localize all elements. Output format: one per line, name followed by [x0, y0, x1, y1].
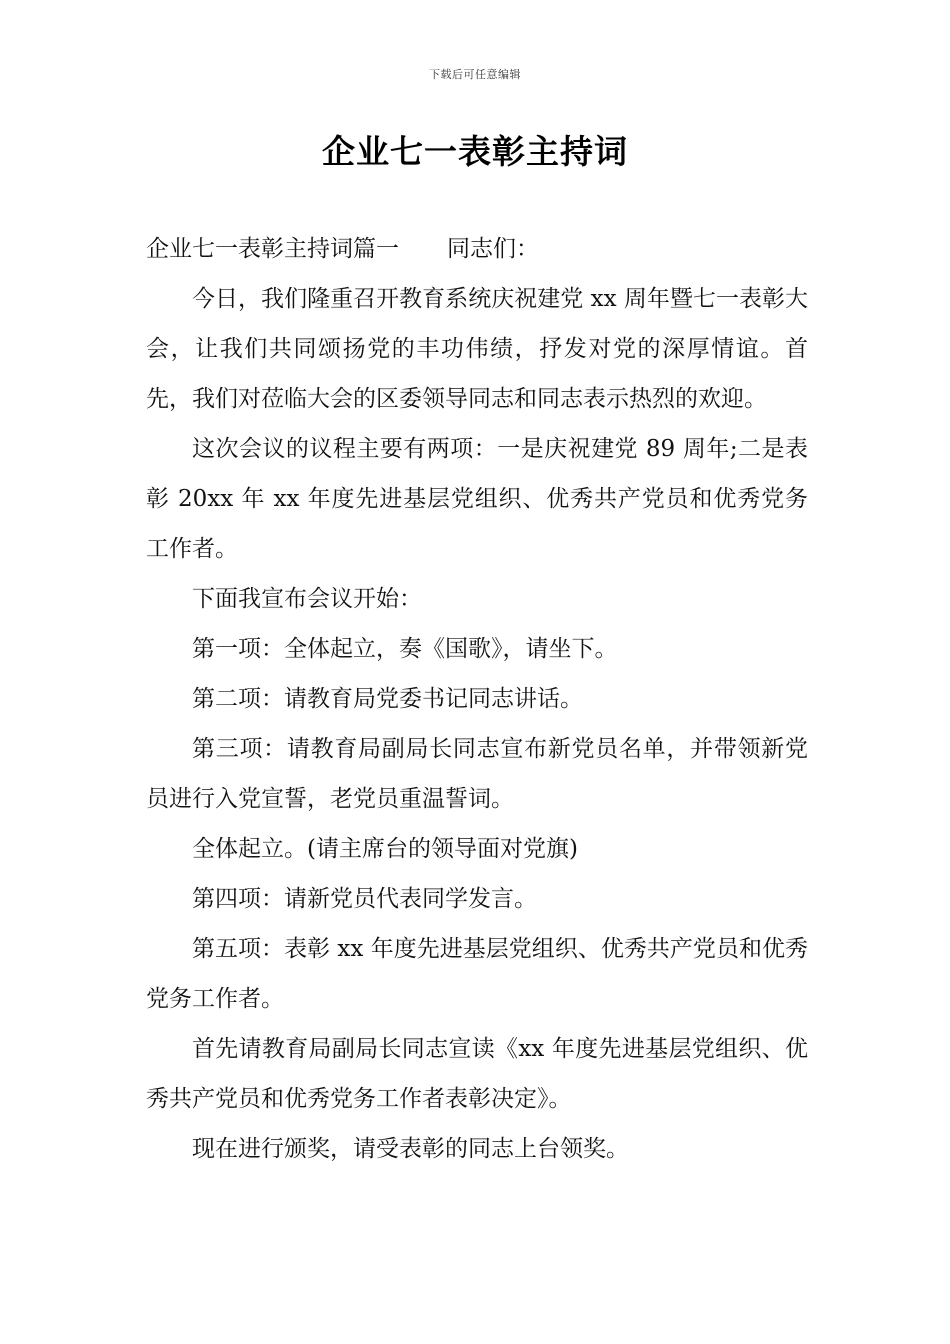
paragraph-item-4: 第四项：请新党员代表同学发言。: [192, 886, 537, 912]
intro-line: [146, 224, 808, 274]
paragraph-item-5: 第五项：表彰 xx 年度先进基层党组织、优秀共产党员和优秀党务工作者。: [146, 936, 808, 1012]
header-note: 下载后可任意编辑: [429, 68, 521, 81]
paragraph-read-decision: 首先请教育局副局长同志宣读《xx 年度先进基层党组织、优秀共产党员和优秀党务工作者表彰决定》。: [146, 1036, 808, 1112]
paragraph-opening: 今日，我们隆重召开教育系统庆祝建党 xx 周年暨七一表彰大会，让我们共同颂扬党的丰功伟绩，抒发对党的深厚情谊。首先，我们对莅临大会的区委领导同志和同志表示热烈的欢迎。: [146, 286, 808, 412]
document-body: [146, 224, 808, 1174]
paragraph-announce-start: 下面我宣布会议开始：: [192, 586, 422, 612]
paragraph-item-2: 第二项：请教育局党委书记同志讲话。: [192, 686, 583, 712]
paragraph-item-3: 第三项：请教育局副局长同志宣布新党员名单，并带领新党员进行入党宣誓，老党员重温誓词。: [146, 736, 808, 812]
paragraph-agenda: 这次会议的议程主要有两项：一是庆祝建党 89 周年;二是表彰 20xx 年 xx 年度先进基层党组织、优秀共产党员和优秀党务工作者。: [146, 436, 808, 562]
document-title: 企业七一表彰主持词: [322, 132, 628, 171]
section-label: 企业七一表彰主持词篇一: [146, 236, 399, 262]
greeting: 同志们：: [447, 236, 539, 262]
paragraph-awards: 现在进行颁奖，请受表彰的同志上台领奖。: [192, 1136, 629, 1162]
paragraph-all-rise: 全体起立。(请主席台的领导面对党旗): [192, 836, 578, 862]
paragraph-item-1: 第一项：全体起立，奏《国歌》，请坐下。: [192, 636, 618, 662]
